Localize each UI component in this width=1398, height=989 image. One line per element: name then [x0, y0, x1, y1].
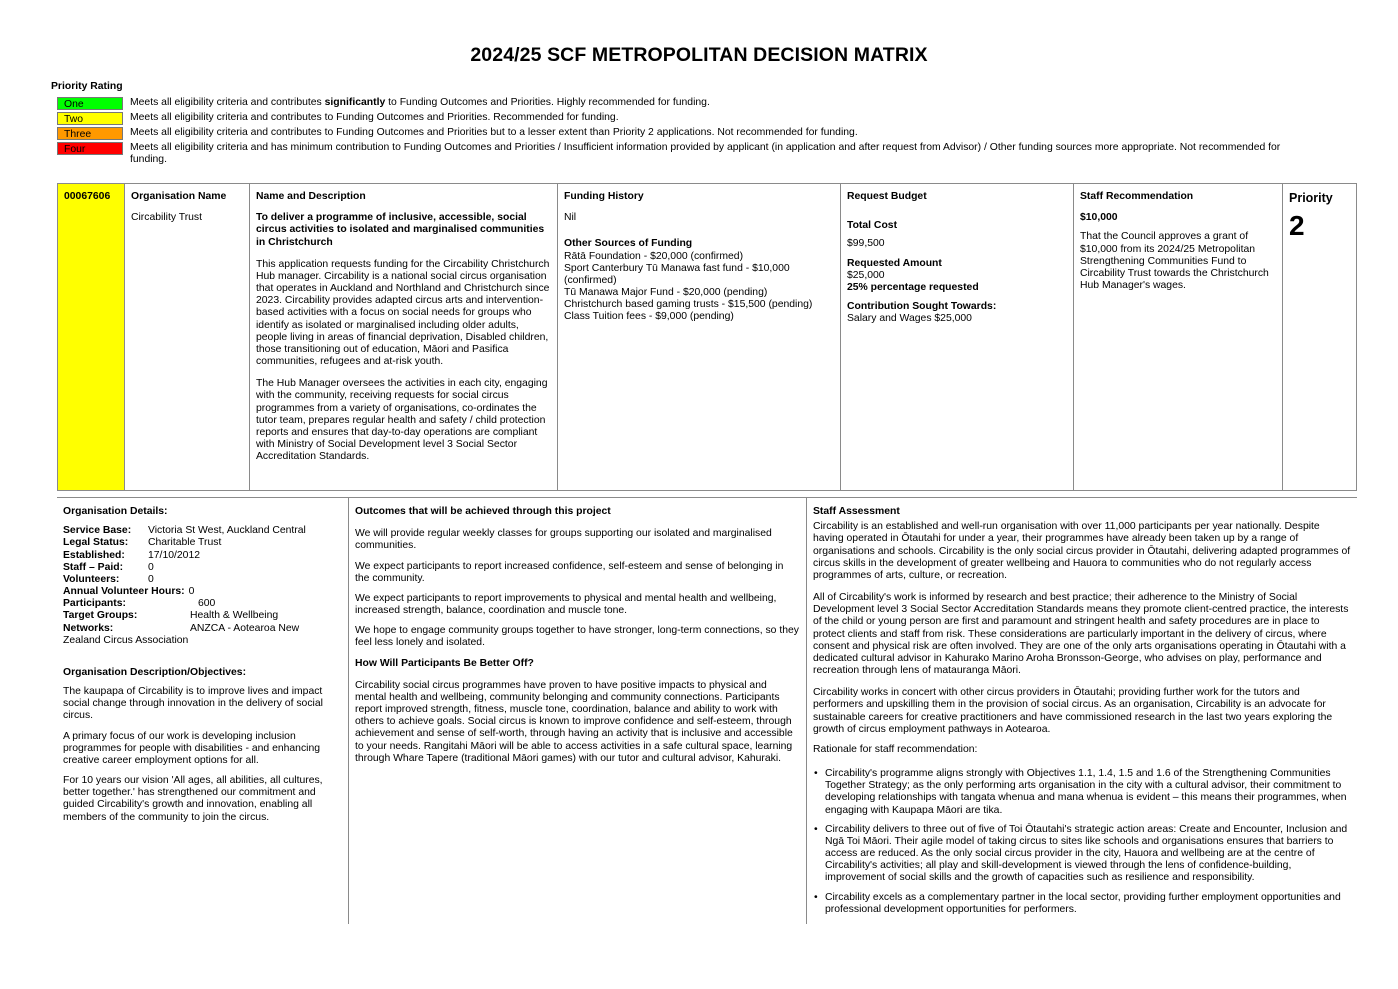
other-source-item: Tū Manawa Major Fund - $20,000 (pending): [564, 287, 768, 299]
organisation-details-column: [57, 498, 349, 924]
target-groups-row: Target Groups: Health & Wellbeing: [63, 610, 279, 622]
priority-one-text: Meets all eligibility criteria and contributes significantly to Funding Outcomes and Priorities. Highly recommended for funding.: [130, 97, 710, 108]
staff-recommendation-amount: $10,000: [1080, 212, 1118, 224]
description-paragraph-2: The Hub Manager oversees the activities in each city, engaging with the community, receiving requests for social circus programmes from a variety of organisations, co-ordinates the tutor team, prepares regular health and safety / child protection reports and ensures that day-to-day operations are compliant with Ministry of Social Development level 3 Social Sector Accreditation Standards.: [256, 378, 548, 463]
priority-one-row: [57, 97, 1317, 110]
contribution-value: Salary and Wages $25,000: [847, 313, 972, 325]
networks-continued: Zealand Circus Association: [63, 634, 189, 646]
application-table: [57, 183, 1357, 491]
networks-row: Networks: ANZCA - Aotearoa New: [63, 622, 300, 634]
outcomes-heading: Outcomes that will be achieved through this project: [355, 506, 611, 517]
staff-recommendation-header: Staff Recommendation: [1080, 191, 1194, 202]
funding-history-cell: [558, 184, 841, 490]
staff-paid-row: Staff – Paid: 0: [63, 561, 154, 573]
legal-status-row: Legal Status: Charitable Trust: [63, 537, 222, 549]
priority-rating-heading: Priority Rating: [51, 81, 123, 92]
outcomes-column: [349, 498, 807, 924]
org-name: Circability Trust: [131, 212, 203, 224]
rationale-bullet: • Circability delivers to three out of five of Toi Ōtautahi's strategic action areas: Create and Encounter, Inclusion and Ngā Toi Māori. Their agile model of taking circus to sites like schools and organisations ensures that barriers to access are reduced. As the only social circus provider in the city, Hauora and wellbeing are at the centre of Circability's activities; all play and skill-development is viewed through the lens of confidence-building, improvement of social skills and the growth of capacities such as resilience and responsibility.: [813, 824, 1351, 885]
priority-two-swatch: Two: [57, 112, 123, 125]
org-name-header: Organisation Name: [131, 191, 227, 202]
better-off-heading: How Will Participants Be Better Off?: [355, 657, 534, 669]
priority-three-swatch: Three: [57, 127, 123, 140]
organisation-description-heading: Organisation Description/Objectives:: [63, 666, 247, 678]
outcome-paragraph: We expect participants to report improvements to physical and mental health and wellbeing, increased strength, balance, coordination and muscle tone.: [355, 592, 777, 617]
page-title: 2024/25 SCF METROPOLITAN DECISION MATRIX: [470, 44, 928, 66]
total-cost-value: $99,500: [847, 238, 885, 250]
assessment-paragraph: Circability is an established and well-run organisation with over 11,000 participants per year nationally. Despite having operated in Ōtautahi for under a year, their programmes have already been taken up by a range of organisations and schools. Circability is the only social circus provider in Ōtautahi, delivering adapted programmes of circus skills in the development of greater wellbeing and Hauora to communities who do not regularly access programmes of arts, culture, or recreation.: [813, 521, 1351, 581]
outcome-paragraph: We hope to engage community groups together to have stronger, long-term connections, so they feel less lonely and isolated.: [355, 625, 799, 649]
organisation-description-paragraph: A primary focus of our work is developing inclusion programmes for people with disabilities - and enhancing creative career employment options for all.: [63, 730, 321, 766]
staff-recommendation-text: That the Council approves a grant of $10,000 from its 2024/25 Metropolitan Strengthening Communities Fund to Circability Trust towards the Christchurch Hub Manager's wages.: [1080, 231, 1269, 292]
volunteer-hours-row: Annual Volunteer Hours: 0: [63, 586, 195, 598]
rationale-label: Rationale for staff recommendation:: [813, 743, 978, 755]
priority-three-row: [57, 127, 1317, 140]
staff-assessment-column: [807, 498, 1357, 924]
other-source-item: Sport Canterbury Tū Manawa fast fund - $10,000 (confirmed): [564, 262, 790, 286]
priority-four-row: [57, 142, 1317, 166]
priority-four-swatch: Four: [57, 142, 123, 155]
organisation-details-heading: Organisation Details:: [63, 506, 168, 517]
requested-amount-value: $25,000: [847, 269, 885, 281]
priority-value: 2: [1289, 209, 1305, 241]
description-paragraph-1: This application requests funding for the Circability Christchurch Hub manager. Circability is a national social circus organisation that operates in Auckland and Northland and Christchurch since 2023. Circability provides adapted circus arts and intervention-based activities with a focus on social needs for groups who identify as isolated or marginalised including older adults, people living in areas of financial deprivation, Disabled children, those transitioning out of education, Māori and Pasifica communities, refugees and at-risk youth.: [256, 258, 550, 368]
contribution-label: Contribution Sought Towards:: [847, 301, 997, 313]
assessment-paragraph: Circability works in concert with other circus providers in Ōtautahi; providing further work for the tutors and performers and upskilling them in the provision of social circus. As an organisation, Circability is an advocate for sustainable careers for creative practitioners and have commissioned research in the last two years exploring the growth of circus employment pathways in Aotearoa.: [813, 687, 1333, 735]
requested-amount-label: Requested Amount: [847, 257, 942, 269]
priority-header: Priority: [1289, 191, 1333, 205]
organisation-description-paragraph: The kaupapa of Circability is to improve lives and impact social change through innovation in the delivery of social circus.: [63, 686, 323, 722]
percentage-requested: 25% percentage requested: [847, 281, 979, 293]
volunteers-row: Volunteers: 0: [63, 573, 154, 585]
priority-cell: [1283, 184, 1356, 490]
other-source-item: Christchurch based gaming trusts - $15,500 (pending): [564, 299, 813, 311]
rationale-list: [813, 768, 1351, 916]
description-header: Name and Description: [256, 191, 366, 202]
established-row: Established: 17/10/2012: [63, 549, 201, 561]
other-source-item: Rātā Foundation - $20,000 (confirmed): [564, 250, 744, 262]
project-title: To deliver a programme of inclusive, accessible, social circus activities to isolated and marginalised communities in Christchurch: [256, 212, 545, 248]
rationale-bullet: • Circability's programme aligns strongly with Objectives 1.1, 1.4, 1.5 and 1.6 of the Strengthening Communities Together Strategy; as the only performing arts organisation in the city with a cultural advisor, their commitment to developing relationships with tangata whenua and mana whenua is evident – this means their programmes, when engaging with Kaupapa Māori are tika.: [813, 768, 1351, 817]
rationale-bullet: • Circability excels as a complementary partner in the local sector, providing further employment opportunities and professional development opportunities for performers.: [813, 892, 1351, 916]
other-sources-header: Other Sources of Funding: [564, 238, 693, 250]
priority-four-text: Meets all eligibility criteria and has minimum contribution to Funding Outcomes and Priorities / Insufficient information provided by applicant (in application and after request from Advisor) / Other funding sources more appropriate. Not recommended for funding.: [130, 142, 1281, 166]
staff-assessment-heading: Staff Assessment: [813, 506, 900, 517]
other-source-item: Class Tuition fees - $9,000 (pending): [564, 311, 734, 323]
outcome-paragraph: We expect participants to report increased confidence, self-esteem and sense of belonging in the community.: [355, 560, 784, 584]
participants-row: Participants: 600: [63, 598, 216, 610]
funding-history-header: Funding History: [564, 191, 644, 202]
funding-history-value: Nil: [564, 212, 577, 224]
priority-legend: [57, 97, 1317, 168]
better-off-text: Circability social circus programmes have proven to have positive impacts to physical and mental health and wellbeing, community belonging and community connections. Participants report improved strength, fitness, muscle tone, coordination, balance and ability to work with others to achieve goals. Social circus is known to improve confidence and self-esteem, through achievement and sense of self-worth, through having an activity that is inclusive and accessible to your needs. Rangitahi Māori will be able to access activities in a safe cultural space, learning through Whare Tapere (traditional Māori games) with our tutor and cultural advisor, Kahuraki.: [355, 679, 793, 764]
service-base-row: Service Base: Victoria St West, Auckland Central: [63, 525, 306, 537]
assessment-paragraph: All of Circability's work is informed by research and best practice; their adherence to the Ministry of Social Development level 3 Social Sector Accreditation Standards means they promote client-centred practice, the interests of the child or young person are first and paramount and stringent health and safety procedures are in place to protect clients and staff from risk. These considerations are particularly important in the delivery of circus, where consent and physical risk are often involved. They are one of the only arts organisations operating in Ōtautahi with a dedicated cultural advisor in Kahurako Marino Aroha Bronsson-George, who advises on play, performance and recreation through lens of matauranga Māori.: [813, 592, 1349, 677]
priority-three-text: Meets all eligibility criteria and contributes to Funding Outcomes and Priorities but to a lesser extent than Priority 2 applications. Not recommended for funding.: [130, 127, 858, 138]
request-budget-cell: [841, 184, 1074, 490]
description-cell: [250, 184, 558, 490]
outcome-paragraph: We will provide regular weekly classes for groups supporting our isolated and marginalised communities.: [355, 528, 772, 552]
staff-recommendation-cell: [1074, 184, 1283, 490]
application-id: 00067606: [58, 184, 125, 490]
priority-two-text: Meets all eligibility criteria and contributes to Funding Outcomes and Priorities. Recommended for funding.: [130, 112, 619, 123]
priority-one-swatch: One: [57, 97, 123, 110]
assessment-section: [57, 497, 1357, 924]
org-name-cell: [125, 184, 250, 490]
priority-two-row: [57, 112, 1317, 125]
organisation-description-paragraph: For 10 years our vision 'All ages, all abilities, all cultures, better together.' has strengthened our commitment and guided Circability's growth and innovation, enabling all members of the community to join the circus.: [63, 775, 323, 823]
total-cost-label: Total Cost: [847, 220, 898, 232]
request-budget-header: Request Budget: [847, 191, 927, 202]
